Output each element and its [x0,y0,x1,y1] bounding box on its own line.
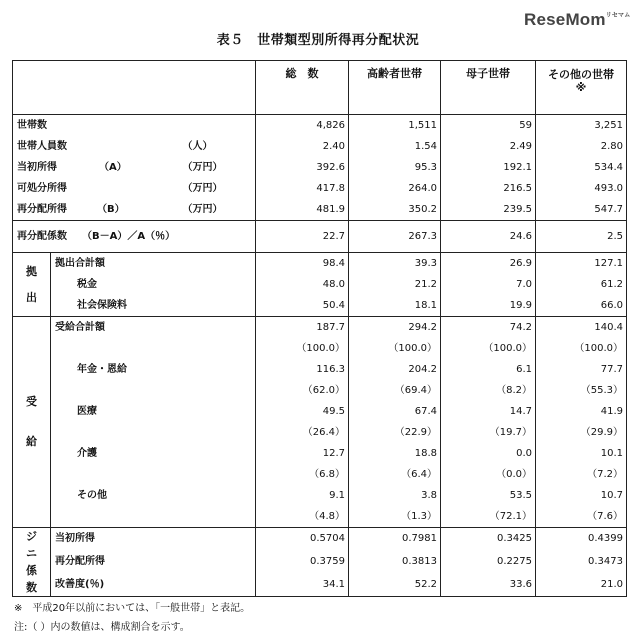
table-cell: 医療 [51,401,256,422]
table-cell: 1,511 [349,115,441,137]
table-cell: 95.3 [349,157,441,178]
table-cell: 34.1 [256,573,349,596]
table-cell: 3,251 [536,115,627,137]
note-1: ※ 平成20年以前においては、「一般世帯」と表記。 [14,603,251,614]
gini-side-label: ジ ニ 係 数 [26,530,37,594]
table-cell: （29.9） [536,422,627,443]
table-cell: 26.9 [441,253,536,275]
table-cell: 66.0 [536,295,627,317]
table-cell: 77.7 [536,359,627,380]
table-cell: （69.4） [349,380,441,401]
col-other: その他の世帯 ※ [536,61,627,115]
table-cell [51,464,256,485]
table-cell: 再分配所得 （B） [17,203,125,215]
table-cell: （万円） [182,161,223,173]
table-cell: 9.1 [256,485,349,506]
table-cell: 21.0 [536,573,627,596]
table-cell: 当初所得 [51,528,256,551]
table-cell: 10.1 [536,443,627,464]
row-redistribution-coefficient [13,221,627,253]
table-cell: 2.49 [441,136,536,157]
table-cell: 0.4399 [536,528,627,551]
table-cell: 2.5 [536,221,627,253]
table-cell: 127.1 [536,253,627,275]
row-care [13,443,627,464]
table-cell: 0.3425 [441,528,536,551]
table-cell: 税金 [51,274,256,295]
table-cell: （26.4） [256,422,349,443]
row-care-share [13,464,627,485]
table-cell: 547.7 [536,199,627,221]
table-cell: 3.8 [349,485,441,506]
table-cell: 4,826 [256,115,349,137]
table-cell: 0.3813 [349,551,441,574]
table-notes [14,599,250,637]
row-medical [13,401,627,422]
table-cell: 12.7 [256,443,349,464]
table-cell: （100.0） [441,338,536,359]
table-cell: 可処分所得 [17,182,67,194]
table-cell: 53.5 [441,485,536,506]
table-cell: 拠出合計額 [51,253,256,275]
table-cell: 0.5704 [256,528,349,551]
table-cell: 294.2 [349,317,441,339]
row-redistributed-income [13,199,627,221]
table-cell [51,380,256,401]
table-cell: 61.2 [536,274,627,295]
table-cell: （4.8） [256,506,349,528]
table-cell: 59 [441,115,536,137]
table-cell: 年金・恩給 [51,359,256,380]
table-cell: 534.4 [536,157,627,178]
table-cell: （1.3） [349,506,441,528]
table-cell: 2.80 [536,136,627,157]
row-medical-share [13,422,627,443]
table-cell: 41.9 [536,401,627,422]
col-other-note: ※ [575,81,587,94]
row-gini-improvement [13,573,627,596]
table-cell: 再分配係数 （B－A）／A（％） [17,230,176,242]
table-cell: （100.0） [536,338,627,359]
table-cell: （62.0） [256,380,349,401]
table-cell: （72.1） [441,506,536,528]
table-cell: 0.2275 [441,551,536,574]
table-cell: （7.2） [536,464,627,485]
table-cell: （100.0） [349,338,441,359]
table-cell: その他 [51,485,256,506]
row-households [13,115,627,137]
table-cell: 392.6 [256,157,349,178]
table-cell: 74.2 [441,317,536,339]
table-cell: 33.6 [441,573,536,596]
table-cell: 改善度(％) [51,573,256,596]
table-cell: 社会保険料 [51,295,256,317]
col-single-mother: 母子世帯 [441,61,536,115]
table-cell: （人） [182,140,213,152]
table-cell: 192.1 [441,157,536,178]
table-cell: 417.8 [256,178,349,199]
table-cell: 受給合計額 [51,317,256,339]
table-cell: 0.3473 [536,551,627,574]
row-gini-redistributed [13,551,627,574]
row-contribution-total [13,253,627,275]
table-cell: 14.7 [441,401,536,422]
table-cell: 239.5 [441,199,536,221]
table-cell: 48.0 [256,274,349,295]
benefit-side-label: 受 給 [26,395,37,448]
table-cell: 481.9 [256,199,349,221]
table-cell [51,506,256,528]
table-cell: （6.4） [349,464,441,485]
table-cell: （万円） [182,182,223,194]
row-disposable-income [13,178,627,199]
col-total: 総 数 [256,61,349,115]
table-cell: （8.2） [441,380,536,401]
table-cell: 216.5 [441,178,536,199]
row-pension [13,359,627,380]
table-cell [51,422,256,443]
table-cell: 0.3759 [256,551,349,574]
table-cell: 52.2 [349,573,441,596]
table-cell: 0.7981 [349,528,441,551]
table-cell: 10.7 [536,485,627,506]
row-gini-initial [13,528,627,551]
table-cell: （万円） [182,203,223,215]
table-cell: 18.8 [349,443,441,464]
table-cell: 19.9 [441,295,536,317]
table-cell: （6.8） [256,464,349,485]
row-members [13,136,627,157]
col-elderly: 高齢者世帯 [349,61,441,115]
table-cell: 24.6 [441,221,536,253]
table-cell: 6.1 [441,359,536,380]
table-cell: 204.2 [349,359,441,380]
table-cell: 187.7 [256,317,349,339]
table-cell: 当初所得 （A） [17,161,127,173]
table-cell: 世帯人員数 [17,140,67,152]
table-cell: 493.0 [536,178,627,199]
table-cell: 98.4 [256,253,349,275]
row-pension-share [13,380,627,401]
table-cell: 267.3 [349,221,441,253]
table-cell: （7.6） [536,506,627,528]
table-cell: 116.3 [256,359,349,380]
table-cell: 22.7 [256,221,349,253]
row-other-benefit [13,485,627,506]
table-cell: 49.5 [256,401,349,422]
table-cell: 7.0 [441,274,536,295]
row-benefit-total-share [13,338,627,359]
header-row [13,61,627,115]
table-cell: 264.0 [349,178,441,199]
table-cell: （55.3） [536,380,627,401]
table-title: 表５ 世帯類型別所得再分配状況 [216,33,420,48]
row-initial-income [13,157,627,178]
table-cell: 介護 [51,443,256,464]
table-cell: 50.4 [256,295,349,317]
table-cell: 350.2 [349,199,441,221]
table-cell: 21.2 [349,274,441,295]
income-redistribution-table [12,60,627,597]
row-other-benefit-share [13,506,627,528]
resemom-logo: ReseMom$^{リセマム}$ [524,10,631,29]
table-cell [51,338,256,359]
row-social-insurance [13,295,627,317]
table-cell: （19.7） [441,422,536,443]
table-cell: 2.40 [256,136,349,157]
table-cell: 世帯数 [17,119,47,131]
table-cell: 0.0 [441,443,536,464]
table-cell: 39.3 [349,253,441,275]
note-2: 注:（ ）内の数値は、構成割合を示す。 [14,622,190,633]
table-cell: 67.4 [349,401,441,422]
row-benefit-total [13,317,627,339]
header-blank [13,61,256,115]
table-cell: 18.1 [349,295,441,317]
table-cell: （0.0） [441,464,536,485]
row-tax [13,274,627,295]
table-cell: 再分配所得 [51,551,256,574]
table-cell: 1.54 [349,136,441,157]
contribution-side-label: 拠 出 [26,264,37,304]
table-cell: 140.4 [536,317,627,339]
table-cell: （22.9） [349,422,441,443]
table-cell: （100.0） [256,338,349,359]
